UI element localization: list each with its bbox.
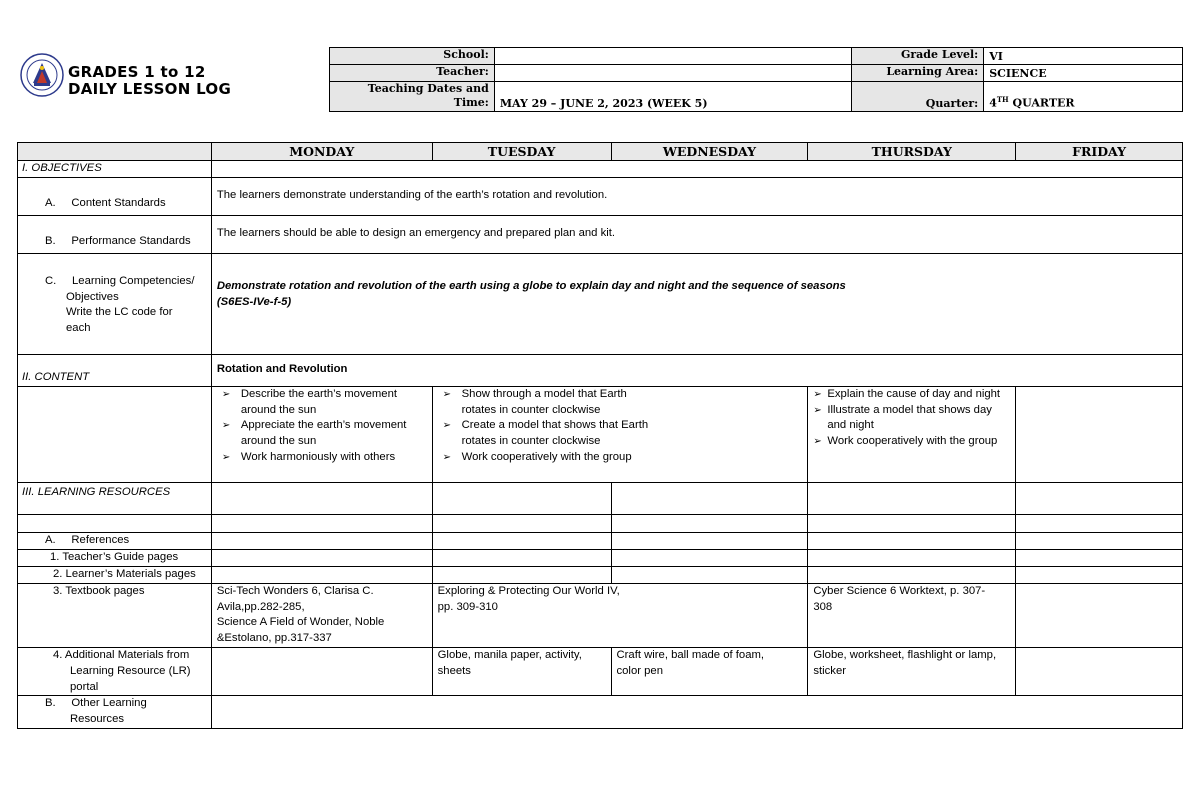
teacher-field[interactable] xyxy=(494,65,851,82)
learning-competencies-label xyxy=(18,253,212,354)
blank-cell xyxy=(611,532,808,549)
resources-wednesday xyxy=(611,482,808,514)
blank-cell xyxy=(1016,566,1183,583)
performance-letter: B. xyxy=(45,235,56,247)
other-resources-value xyxy=(211,696,1182,729)
blank-cell xyxy=(808,514,1016,532)
list-item: ➢ Work cooperatively with the group xyxy=(438,450,653,466)
day-header-monday: MONDAY xyxy=(211,143,432,161)
grade-level-field[interactable]: VI xyxy=(984,48,1183,65)
blank-cell xyxy=(432,566,611,583)
textbook-thursday xyxy=(808,583,1016,647)
additional-label-1: 4. Additional Materials from xyxy=(53,648,190,661)
other-label-2: Resources xyxy=(70,713,124,726)
learning-area-label: Learning Area: xyxy=(852,65,984,82)
lc-letter: C. xyxy=(45,274,57,287)
corner-cell xyxy=(18,143,212,161)
textbook-tuesday-1: Exploring & Protecting Our World IV, xyxy=(437,584,620,597)
performance-standards-label xyxy=(18,215,212,253)
blank-cell xyxy=(211,549,432,566)
content-objectives-label xyxy=(18,386,212,482)
lesson-log-table xyxy=(17,142,1183,729)
content-standards-value: The learners demonstrate understanding of the earth’s rotation and revolution. xyxy=(211,177,1182,215)
list-item: ➢ Work cooperatively with the group xyxy=(813,434,1010,450)
references-letter: A. xyxy=(45,533,56,546)
teaching-dates-field[interactable]: MAY 29 – JUNE 2, 2023 (WEEK 5) xyxy=(494,82,851,112)
list-item: ➢ Illustrate a model that shows day and night xyxy=(813,403,1010,435)
title-line1: GRADES 1 to 12 xyxy=(68,63,206,81)
lc-label-1: Learning Competencies/ xyxy=(72,274,195,287)
list-item: ➢ Explain the cause of day and night xyxy=(813,387,1010,403)
textbook-monday-3: Science A Field of Wonder, Noble xyxy=(216,616,385,629)
textbook-thursday-1: Cyber Science 6 Worktext, p. 307- xyxy=(813,584,986,597)
quarter-label: Quarter: xyxy=(852,82,984,112)
learning-competencies-value xyxy=(211,253,1182,354)
blank-cell xyxy=(611,549,808,566)
resources-monday xyxy=(211,482,432,514)
school-field[interactable] xyxy=(494,48,851,65)
header-info-table xyxy=(329,47,1183,112)
lc-text: Demonstrate rotation and revolution of the earth using a globe to explain day and night and the sequence of seasons xyxy=(216,279,846,292)
objectives-heading-fill xyxy=(211,161,1182,178)
additional-wednesday-2: color pen xyxy=(616,664,663,677)
textbook-monday-1: Sci-Tech Wonders 6, Clarisa C. xyxy=(216,584,374,597)
additional-thursday-1: Globe, worksheet, flashlight or lamp, xyxy=(813,648,997,661)
blank-cell xyxy=(808,532,1016,549)
textbook-friday xyxy=(1016,583,1183,647)
objectives-heading: I. OBJECTIVES xyxy=(18,161,212,178)
blank-cell xyxy=(611,514,808,532)
textbook-tuesday-2: pp. 309-310 xyxy=(437,600,498,613)
content-topic: Rotation and Revolution xyxy=(211,354,1182,386)
additional-materials-label xyxy=(18,647,212,695)
textbook-label: 3. Textbook pages xyxy=(18,583,212,647)
thursday-objectives-list xyxy=(813,387,1010,450)
lc-label-4: each xyxy=(66,322,91,335)
content-standards-label xyxy=(18,177,212,215)
day-header-tuesday: TUESDAY xyxy=(432,143,611,161)
textbook-thursday-2: 308 xyxy=(813,600,833,613)
content-thursday xyxy=(808,386,1016,482)
list-item: ➢ Appreciate the earth’s movement around the sun xyxy=(217,418,427,450)
lc-code: (S6ES-IVe-f-5) xyxy=(216,295,292,308)
content-standards-letter: A. xyxy=(45,197,56,209)
resources-tuesday xyxy=(432,482,611,514)
blank-cell xyxy=(432,514,611,532)
list-item: ➢ Create a model that shows that Earth rotates in counter clockwise xyxy=(438,418,653,450)
form-title xyxy=(68,64,231,98)
additional-thursday xyxy=(808,647,1016,695)
references-label xyxy=(18,532,212,549)
additional-wednesday xyxy=(611,647,808,695)
title-line2: DAILY LESSON LOG xyxy=(68,80,232,98)
school-label: School: xyxy=(330,48,495,65)
additional-tuesday-2: sheets xyxy=(437,664,471,677)
teaching-dates-label-line2: Time: xyxy=(453,96,489,109)
teaching-dates-label-line1: Teaching Dates and xyxy=(367,82,489,95)
resources-heading: III. LEARNING RESOURCES xyxy=(18,482,212,514)
blank-cell xyxy=(211,566,432,583)
blank-cell xyxy=(432,532,611,549)
day-header-friday: FRIDAY xyxy=(1016,143,1183,161)
tuesday-objectives-list xyxy=(438,387,653,466)
content-monday xyxy=(211,386,432,482)
blank-cell xyxy=(211,532,432,549)
quarter-num: 4 xyxy=(989,97,997,110)
blank-cell xyxy=(611,566,808,583)
deped-seal-logo xyxy=(20,47,64,103)
quarter-field[interactable] xyxy=(984,82,1183,112)
blank-cell xyxy=(1016,514,1183,532)
grade-level-label: Grade Level: xyxy=(852,48,984,65)
blank-cell xyxy=(808,549,1016,566)
day-header-wednesday: WEDNESDAY xyxy=(611,143,808,161)
other-letter: B. xyxy=(45,697,56,710)
additional-tuesday xyxy=(432,647,611,695)
additional-tuesday-1: Globe, manila paper, activity, xyxy=(437,648,582,661)
list-item: ➢ Work harmoniously with others xyxy=(217,450,427,466)
blank-row-label xyxy=(18,514,212,532)
textbook-tuesday xyxy=(432,583,808,647)
blank-cell xyxy=(432,549,611,566)
content-standards-text-label: Content Standards xyxy=(71,197,166,209)
blank-cell xyxy=(1016,532,1183,549)
learning-area-field[interactable]: SCIENCE xyxy=(984,65,1183,82)
other-label-1: Other Learning xyxy=(71,697,147,710)
list-item: ➢ Show through a model that Earth rotates in counter clockwise xyxy=(438,387,653,419)
content-heading: II. CONTENT xyxy=(18,354,212,386)
textbook-monday-2: Avila,pp.282-285, xyxy=(216,600,305,613)
blank-cell xyxy=(211,514,432,532)
learners-materials-label: 2. Learner’s Materials pages xyxy=(18,566,212,583)
lc-label-2: Objectives xyxy=(66,290,119,303)
blank-cell xyxy=(808,566,1016,583)
resources-thursday xyxy=(808,482,1016,514)
content-friday xyxy=(1016,386,1183,482)
performance-text-label: Performance Standards xyxy=(71,235,191,247)
content-tuesday xyxy=(432,386,808,482)
performance-standards-value: The learners should be able to design an emergency and prepared plan and kit. xyxy=(211,215,1182,253)
quarter-sup: TH xyxy=(996,95,1009,105)
textbook-monday xyxy=(211,583,432,647)
references-text: References xyxy=(71,533,130,546)
teachers-guide-label: 1. Teacher’s Guide pages xyxy=(18,549,212,566)
additional-label-3: portal xyxy=(70,680,99,693)
day-header-thursday: THURSDAY xyxy=(808,143,1016,161)
additional-label-2: Learning Resource (LR) xyxy=(70,664,191,677)
resources-friday xyxy=(1016,482,1183,514)
lc-label-3: Write the LC code for xyxy=(66,306,173,319)
additional-thursday-2: sticker xyxy=(813,664,846,677)
other-resources-label xyxy=(18,696,212,729)
blank-cell xyxy=(1016,549,1183,566)
additional-wednesday-1: Craft wire, ball made of foam, xyxy=(616,648,765,661)
teacher-label: Teacher: xyxy=(330,65,495,82)
textbook-monday-4: &Estolano, pp.317-337 xyxy=(216,632,332,645)
quarter-rest: QUARTER xyxy=(1008,97,1075,110)
additional-friday xyxy=(1016,647,1183,695)
teaching-dates-label xyxy=(330,82,495,112)
list-item: ➢ Describe the earth’s movement around the sun xyxy=(217,387,427,419)
monday-objectives-list xyxy=(217,387,427,466)
additional-monday xyxy=(211,647,432,695)
